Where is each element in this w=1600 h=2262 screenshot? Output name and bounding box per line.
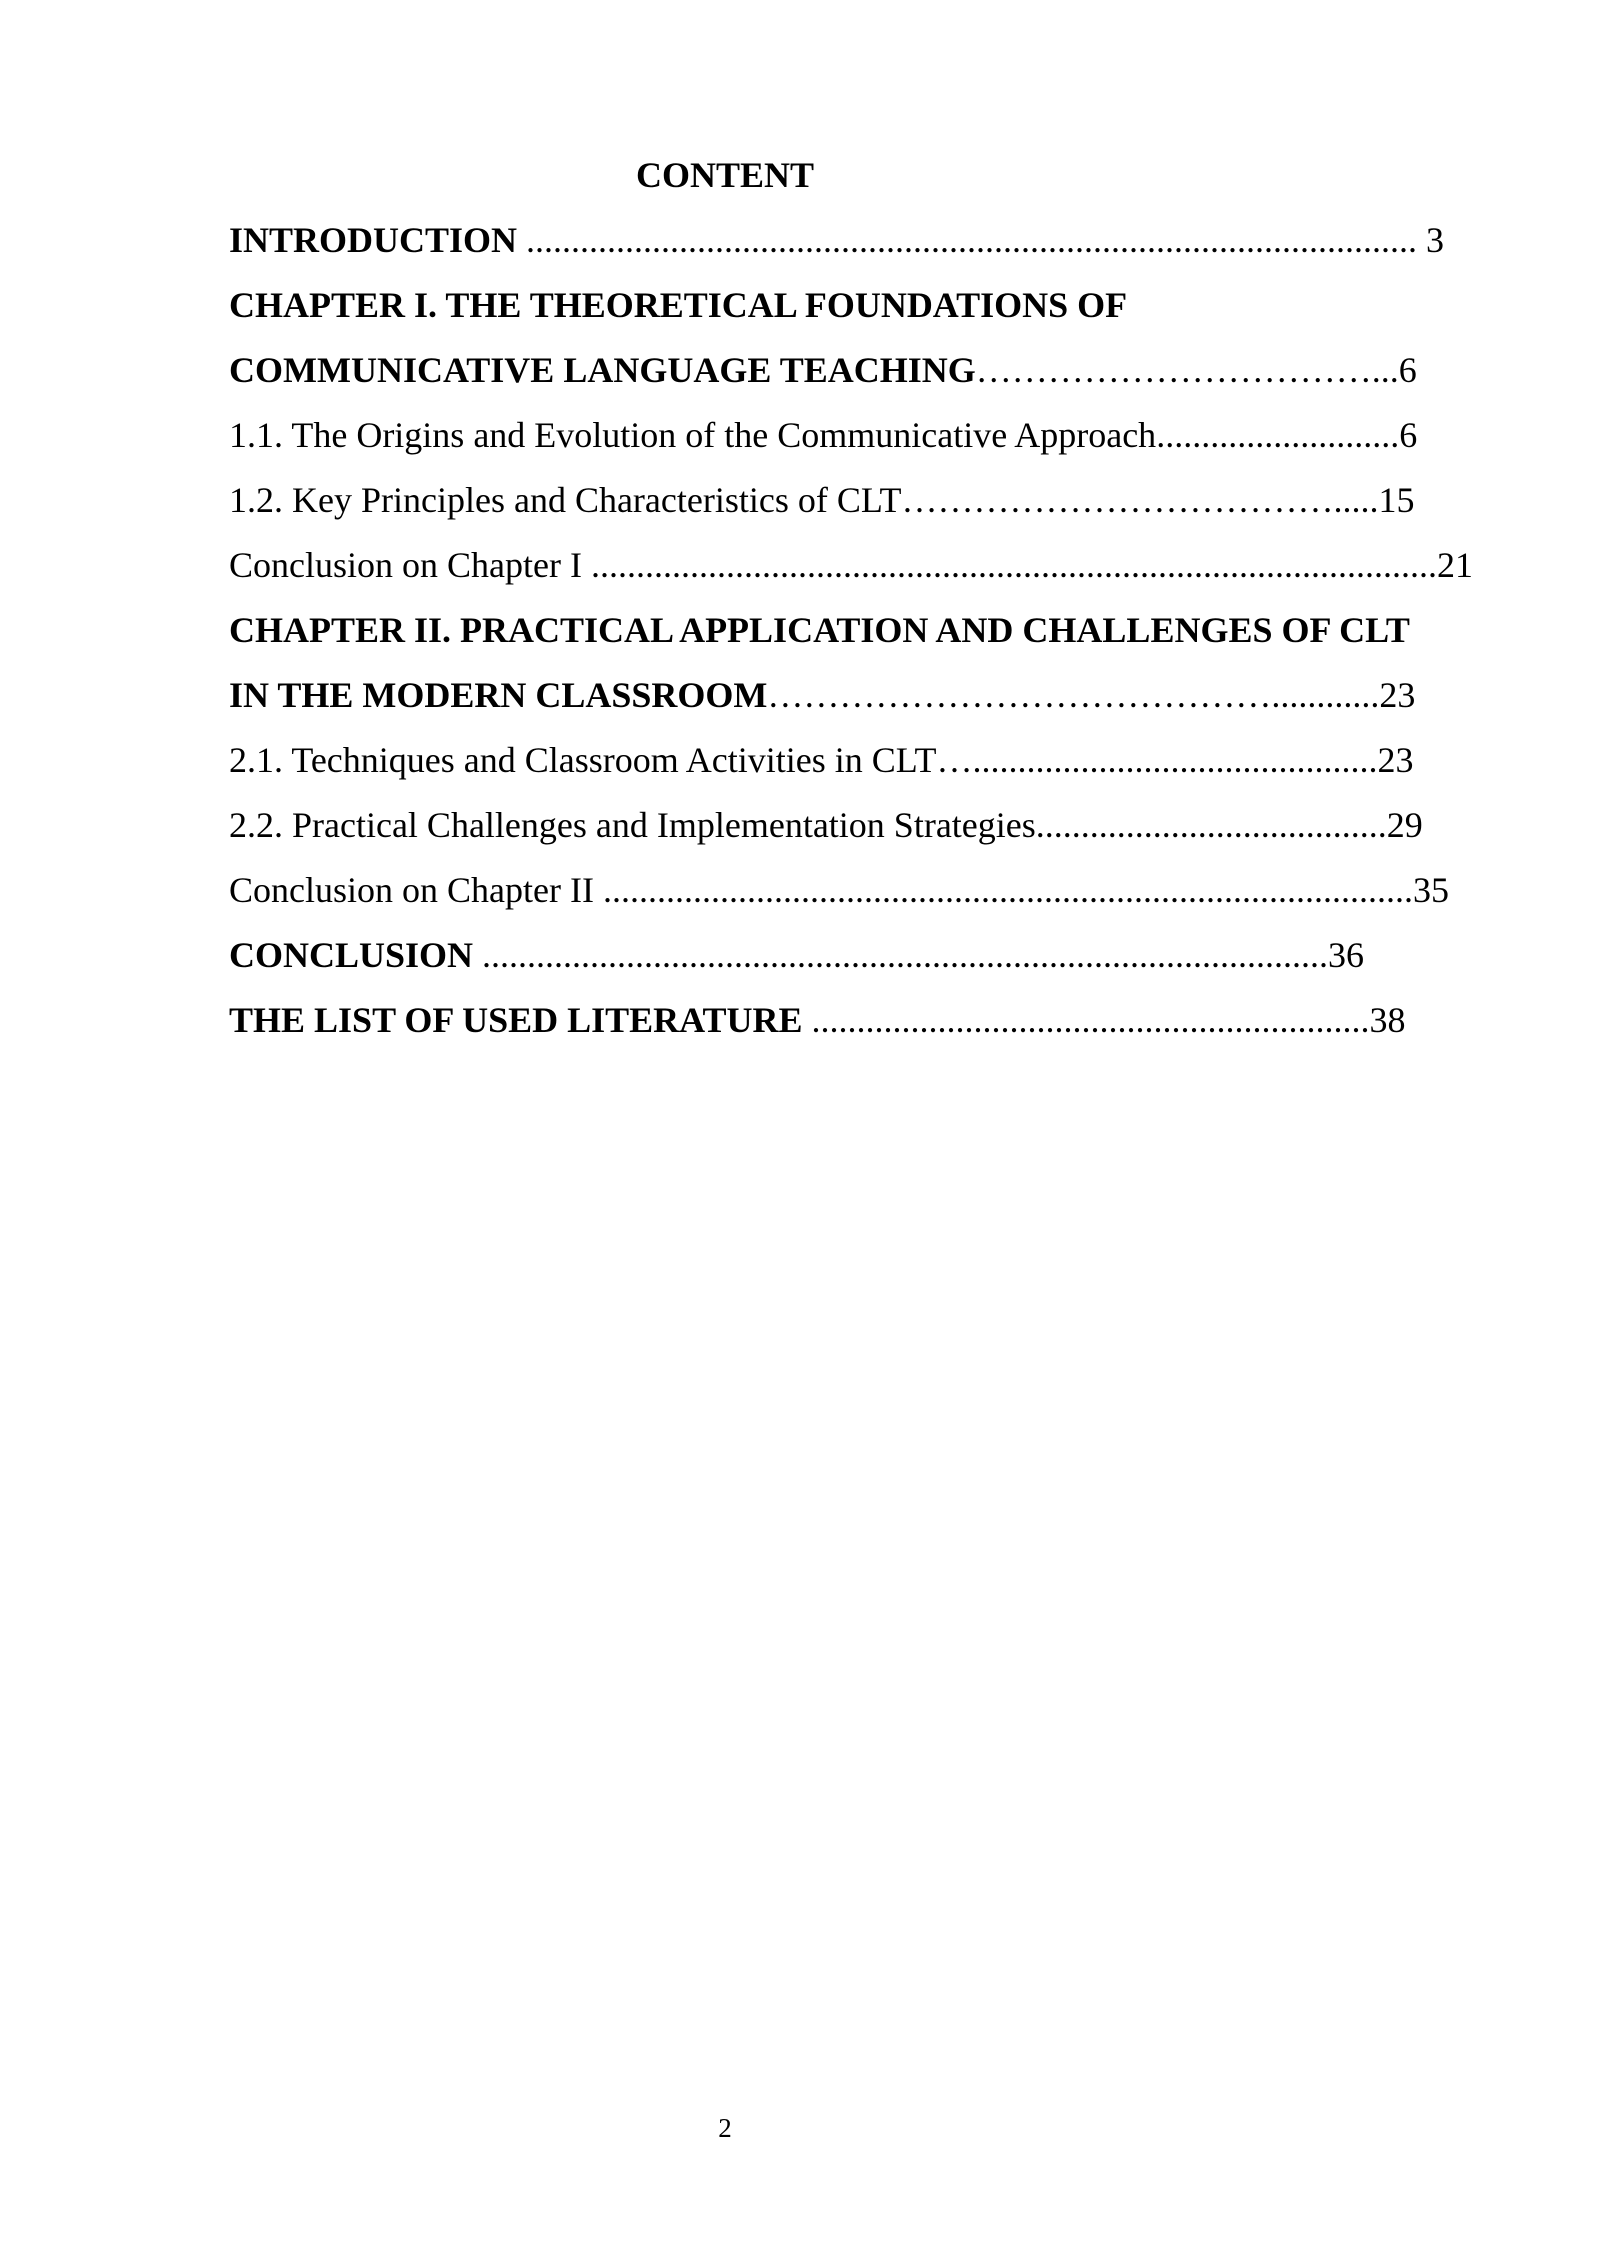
- toc-entry-chapter-2-heading: [229, 600, 1489, 660]
- toc-entry-page: 6: [1399, 415, 1418, 455]
- toc-entry-label: IN THE MODERN CLASSROOM: [229, 675, 768, 715]
- toc-entry-page: 29: [1386, 805, 1423, 845]
- toc-title: CONTENT: [635, 155, 815, 195]
- toc-entry-page: 23: [1377, 740, 1414, 780]
- toc-entry-label: THE LIST OF USED LITERATURE: [229, 1000, 803, 1040]
- toc-entry-chapter-1-title: [229, 340, 1489, 400]
- toc-entry-label: COMMUNICATIVE LANGUAGE TEACHING: [229, 350, 976, 390]
- toc-entry-label: 1.1. The Origins and Evolution of the Communicative Approach: [229, 415, 1157, 455]
- toc-entry-page: 35: [1412, 870, 1449, 910]
- toc-entry-page: 6: [1398, 350, 1417, 390]
- toc-entry-page: 3: [1417, 220, 1445, 260]
- toc-entry-page: 38: [1369, 1000, 1406, 1040]
- toc-entry-conclusion-chapter-2: [229, 860, 1489, 920]
- toc-entry-label: CONCLUSION: [229, 935, 474, 975]
- toc-entry-label: Conclusion on Chapter II: [229, 870, 594, 910]
- toc-entry-label: 2.2. Practical Challenges and Implementation Strategies: [229, 805, 1036, 845]
- toc-entry-conclusion: [229, 925, 1489, 985]
- toc-entry-label: CHAPTER I. THE THEORETICAL FOUNDATIONS OF: [229, 285, 1128, 325]
- toc-entry-label: CHAPTER II. PRACTICAL APPLICATION AND CHALLENGES OF CLT: [229, 610, 1410, 650]
- page-number: 2: [718, 2113, 732, 2143]
- toc-entry-leader: ...........................: [1156, 415, 1400, 455]
- toc-entry-chapter-1-heading: [229, 275, 1489, 335]
- toc-entry-label: 1.2. Key Principles and Characteristics of CLT: [229, 480, 902, 520]
- toc-entry-leader: ……………………………….....: [901, 480, 1379, 520]
- toc-entry-section-2-2: [229, 795, 1489, 855]
- toc-entry-leader: ……………………………...: [975, 350, 1399, 390]
- toc-entry-page: 36: [1328, 935, 1365, 975]
- toc-entry-leader: .......................................: [1035, 805, 1387, 845]
- toc-entry-leader: ….............................................: [936, 740, 1378, 780]
- toc-entry-page: 21: [1436, 545, 1473, 585]
- toc-entry-label: INTRODUCTION: [229, 220, 518, 260]
- toc-entry-section-1-1: [229, 405, 1489, 465]
- toc-entry-leader: ……………………………………............: [767, 675, 1380, 715]
- toc-entry-leader: ...................................................................................................: [517, 220, 1418, 260]
- toc-entry-conclusion-chapter-1: [229, 535, 1489, 595]
- toc-entry-label: Conclusion on Chapter I: [229, 545, 582, 585]
- toc-entry-leader: ..............................................................................................: [581, 545, 1437, 585]
- toc-entry-section-1-2: [229, 470, 1489, 530]
- toc-entry-chapter-2-title: [229, 665, 1489, 725]
- toc-entry-leader: ..............................................................................................: [473, 935, 1329, 975]
- toc-entry-leader: ..............................................................: [802, 1000, 1370, 1040]
- toc-entry-page: 23: [1379, 675, 1416, 715]
- toc-entry-leader: ..........................................................................................: [593, 870, 1413, 910]
- toc-entry-label: 2.1. Techniques and Classroom Activities in CLT: [229, 740, 937, 780]
- toc-entry-introduction: [229, 210, 1489, 270]
- toc-entry-page: 15: [1378, 480, 1415, 520]
- toc-entry-section-2-1: [229, 730, 1489, 790]
- toc-entry-literature: [229, 990, 1489, 1050]
